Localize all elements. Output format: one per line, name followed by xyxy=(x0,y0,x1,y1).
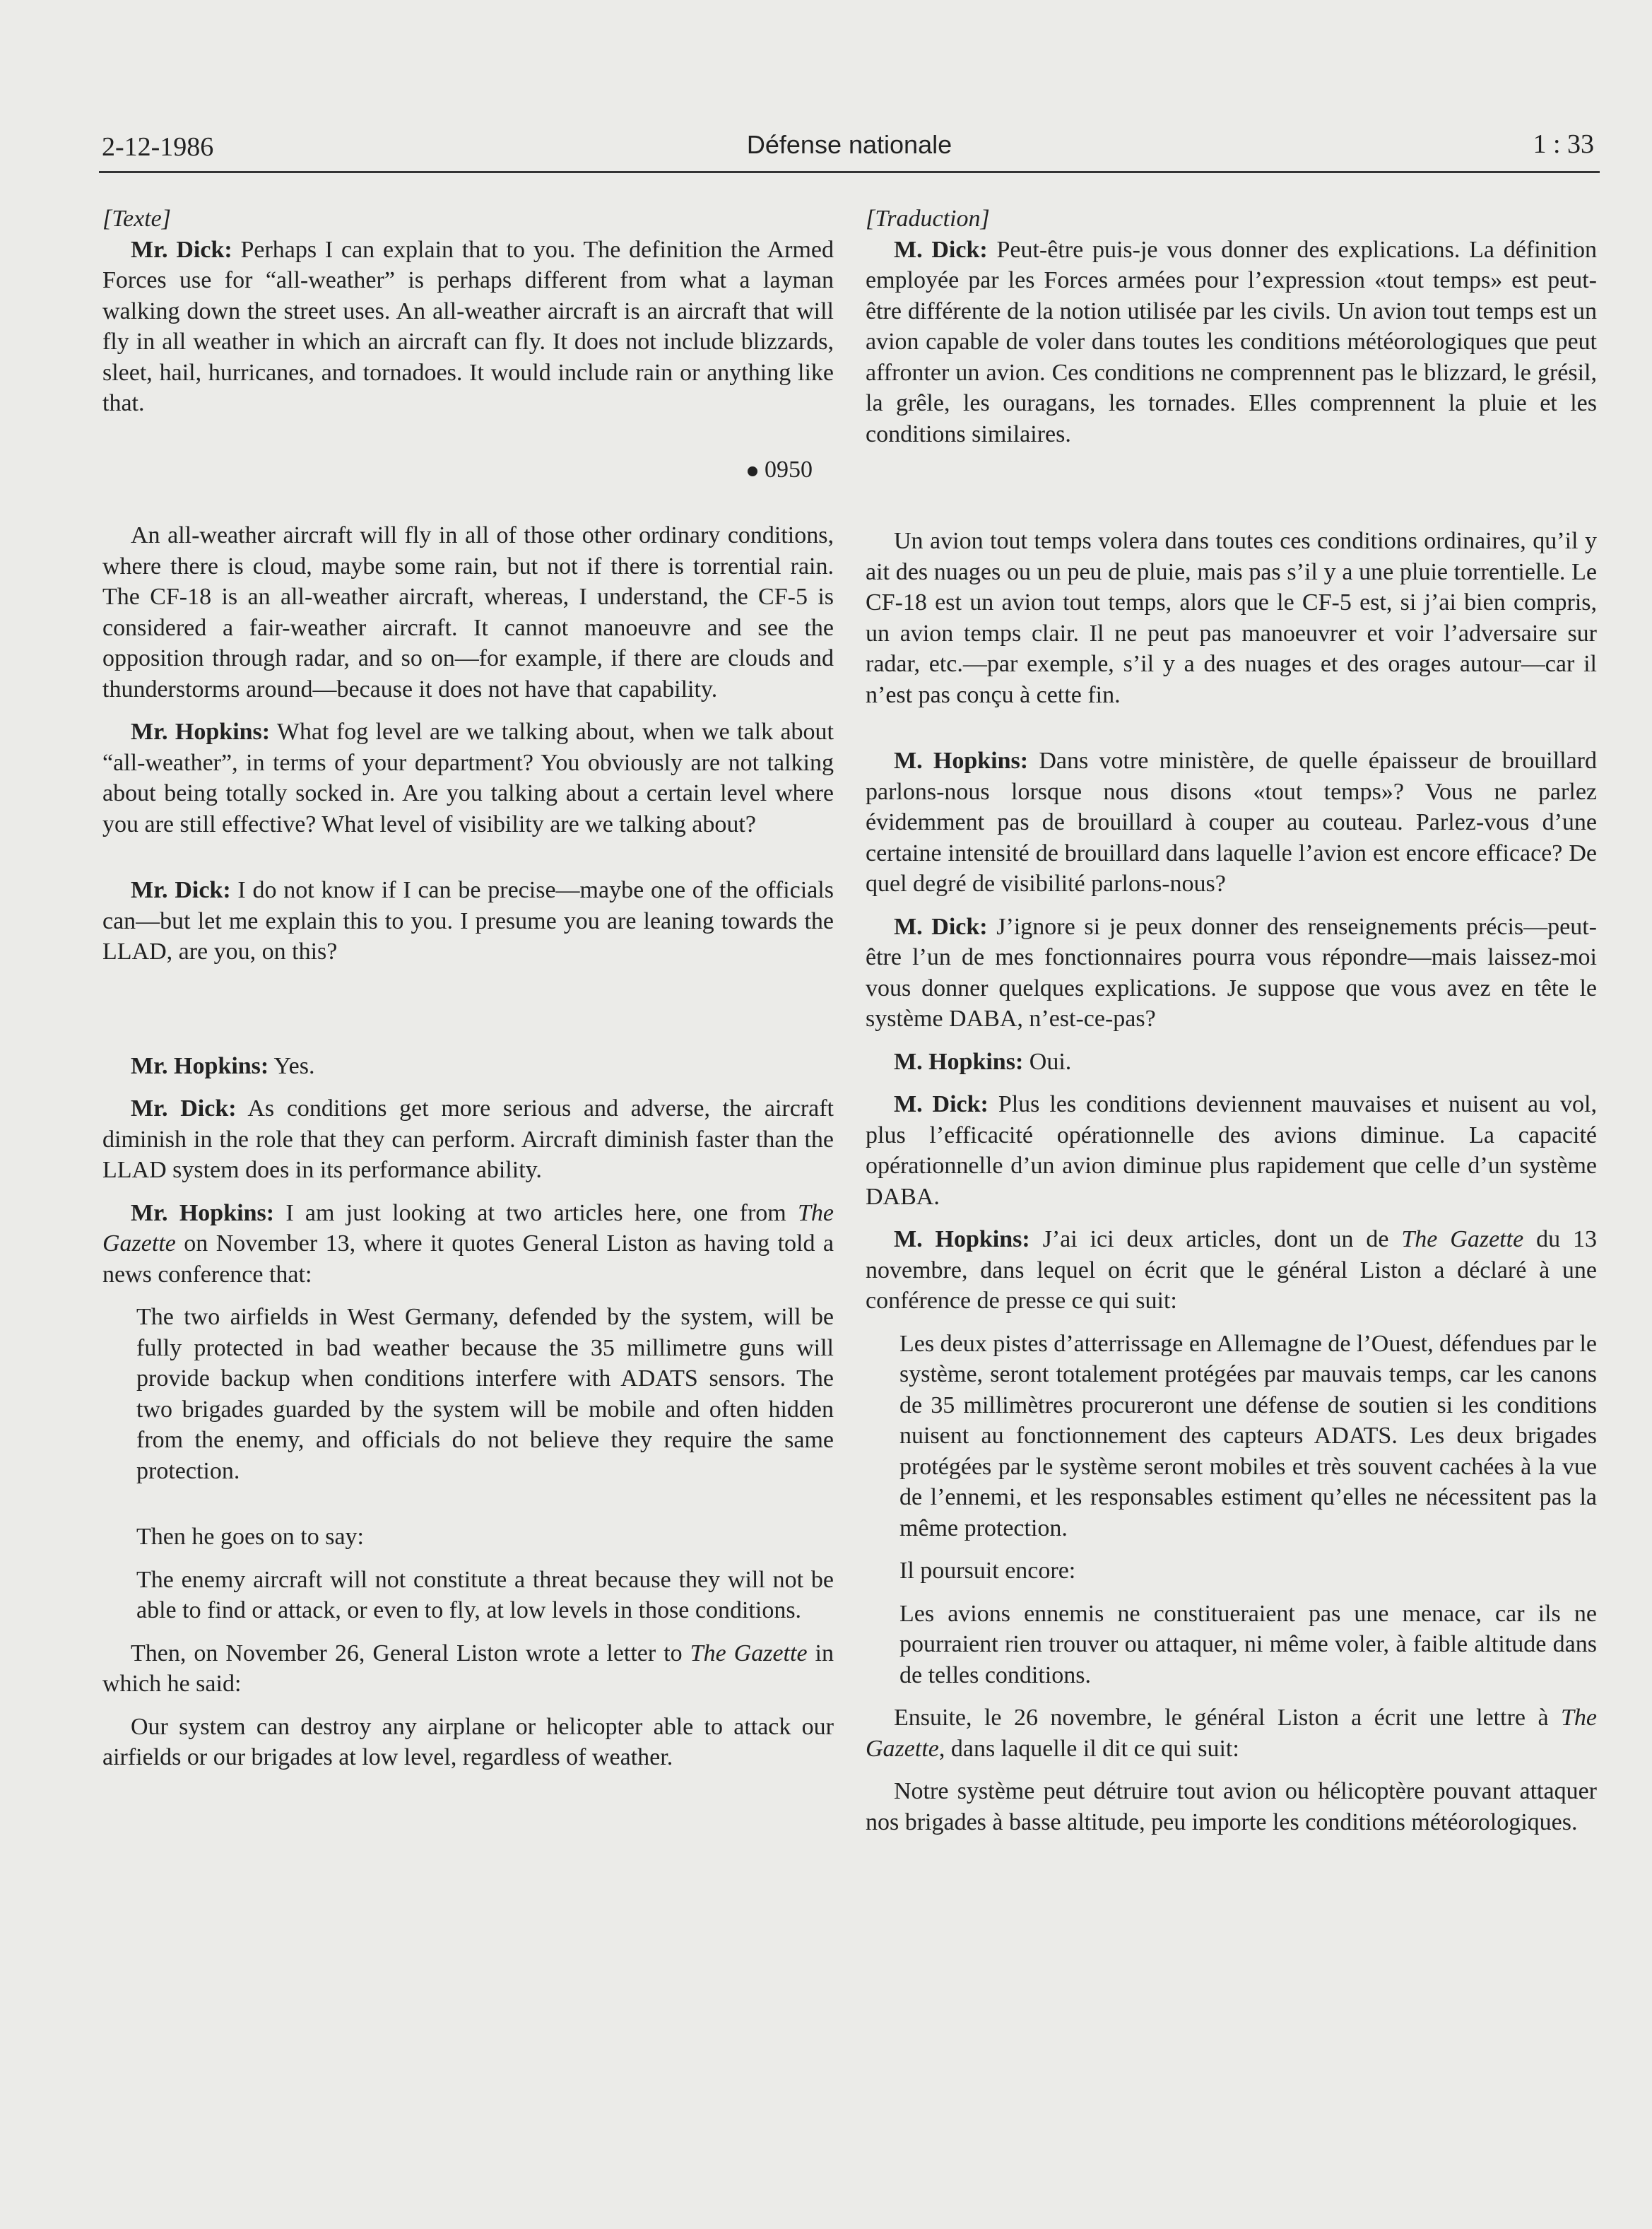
speaker-name: Mr. Hopkins: xyxy=(131,719,271,745)
speaker-name: M. Dick: xyxy=(894,236,988,263)
paragraph: M. Dick: Peut-être puis-je vous donner des explications. La définition employée par les Forces armées pour l’expression «tout temps» est peut-être différente de la notion utilisée par les civils. Un avion tout temps est un avion capable de voler dans toutes les conditions météorologiques que peut affronter un avion. Ces conditions ne comprennent pas le blizzard, le grésil, la grêle, les ouragans, les tornades. Elles comprennent la pluie et les conditions similaires. xyxy=(866,236,1597,447)
timestamp: 0950 xyxy=(102,454,834,486)
header-title: Défense nationale xyxy=(746,130,952,159)
paragraph: Mr. Dick: Perhaps I can explain that to you. The definition the Armed Forces use for “all-weather” is perhaps different from what a layman walking down the street uses. An all-weather aircraft is an aircraft that will fly in all weather in which an aircraft can fly. It does not include blizzards, sleet, hail, hurricanes, and tornadoes. It would include rain or anything like that. xyxy=(102,236,834,416)
paragraph: Mr. Hopkins: What fog level are we talking about, when we talk about “all-weather”, in terms of your department? You obviously are not talking about being totally socked in. Are you talking about a certain level where you are still effective? What level of visibility are we talking about? xyxy=(102,719,834,837)
speaker-name: M. Dick: xyxy=(894,913,988,940)
paragraph: M. Hopkins: Dans votre ministère, de quelle épaisseur de brouillard parlons-nous lorsque nous disons «tout temps»? Vous ne parlez évidemment pas de brouillard à couper au couteau. Parlez-vous d’une certaine intensité de brouillard dans laquelle l’avion est encore efficace? De quel degré de visibilité parlons-nous? xyxy=(866,748,1597,897)
speaker-name: Mr. Hopkins: xyxy=(131,1052,269,1079)
paragraph: Mr. Hopkins: Yes. xyxy=(131,1052,315,1079)
paragraph: Ensuite, le 26 novembre, le général Liston a écrit une lettre à The Gazette, dans laquelle il dit ce qui suit: xyxy=(866,1705,1597,1762)
speaker-name: M. Hopkins: xyxy=(894,1048,1024,1075)
block-quote: Les deux pistes d’atterrissage en Allemagne de l’Ouest, défendues par le système, seront totalement protégées par mauvais temps, car les canons de 35 millimètres procureront une défense de soutien si les conditions nuisent au fonctionnement des capteurs ADATS. Les deux brigades protégées par le système seront mobiles et très souvent cachées à la vue de l’ennemi, et les responsables estiment qu’elles ne nécessitent pas la même protection. xyxy=(899,1330,1597,1541)
paragraph: Mr. Hopkins: I am just looking at two articles here, one from The Gazette on November 13, where it quotes General Liston as having told a news conference that: xyxy=(102,1199,834,1288)
french-column xyxy=(866,204,1597,1837)
section-label: [Traduction] xyxy=(866,206,990,232)
block-quote: The two airfields in West Germany, defended by the system, will be fully protected in bad weather because the 35 millimetre guns will provide backup when conditions interfere with ADATS sensors. The two brigades guarded by the system will be mobile and often hidden from the enemy, and officials do not believe they require the same protection. xyxy=(136,1304,834,1484)
bullet-icon xyxy=(748,466,757,476)
speaker-name: Mr. Dick: xyxy=(131,877,231,903)
paragraph: Then, on November 26, General Liston wrote a letter to The Gazette in which he said: xyxy=(102,1640,834,1697)
paragraph: Mr. Dick: As conditions get more serious and adverse, the aircraft diminish in the role that they can perform. Aircraft diminish faster than the LLAD system does in its performance ability. xyxy=(102,1095,834,1183)
page-header xyxy=(99,131,1600,173)
paragraph: M. Hopkins: J’ai ici deux articles, dont un de The Gazette du 13 novembre, dans lequel on écrit que le général Liston a déclaré à une conférence de presse ce qui suit: xyxy=(866,1226,1598,1314)
paragraph: M. Hopkins: Oui. xyxy=(894,1048,1072,1075)
block-quote: Our system can destroy any airplane or helicopter able to attack our airfields or our brigades at low level, regardless of weather. xyxy=(102,1713,834,1770)
header-page-number: 1 : 33 xyxy=(1533,129,1594,159)
speaker-name: M. Dick: xyxy=(894,1091,989,1117)
paragraph: M. Dick: J’ignore si je peux donner des renseignements précis—peut-être l’un de mes fonctionnaires pourra vous répondre—mais laissez-moi vous donner quelques explications. Je suppose que vous avez en tête le système DABA, n’est-ce-pas? xyxy=(866,913,1597,1032)
paragraph: M. Dick: Plus les conditions deviennent mauvaises et nuisent au vol, plus l’efficacité opérationnelle des avions diminue. La capacité opérationnelle d’un avion diminue plus rapidement que celle d’un système DABA. xyxy=(866,1091,1597,1210)
english-column xyxy=(102,204,834,1773)
paragraph: An all-weather aircraft will fly in all of those other ordinary conditions, where there is cloud, maybe some rain, but not if there is torrential rain. The CF-18 is an all-weather aircraft, whereas, I understand, the CF-5 is considered a fair-weather aircraft. It cannot manoeuvre and see the opposition through radar, and so on—for example, if there are clouds and thunderstorms around—because it does not have that capability. xyxy=(102,522,834,702)
header-date: 2-12-1986 xyxy=(102,132,214,162)
block-quote: Il poursuit encore: xyxy=(899,1558,1076,1584)
block-quote: Les avions ennemis ne constitueraient pas une menace, car ils ne pourraient rien trouver ou attaquer, ni même voler, à faible altitude dans de telles conditions. xyxy=(899,1600,1597,1688)
speaker-name: Mr. Dick: xyxy=(131,1095,237,1122)
speaker-name: Mr. Hopkins: xyxy=(131,1199,275,1226)
paragraph: Mr. Dick: I do not know if I can be precise—maybe one of the officials can—but let me explain this to you. I presume you are leaning towards the LLAD, are you, on this? xyxy=(102,877,834,965)
speaker-name: M. Hopkins: xyxy=(894,1226,1030,1252)
speaker-name: Mr. Dick: xyxy=(131,236,232,263)
section-label: [Texte] xyxy=(102,206,171,232)
paragraph: Un avion tout temps volera dans toutes ces conditions ordinaires, qu’il y ait des nuages ou un peu de pluie, mais pas s’il y a une pluie torrentielle. Le CF-18 est un avion tout temps, alors que le CF-5 est, si j’ai bien compris, un avion temps clair. Il ne peut pas manoeuvrer et voir l’adversaire sur radar, etc.—par exemple, s’il y a des nuages et des orages autour—car il n’est pas conçu à cette fin. xyxy=(866,528,1597,708)
speaker-name: M. Hopkins: xyxy=(894,748,1029,774)
block-quote: The enemy aircraft will not constitute a threat because they will not be able to find or attack, or even to fly, at low levels in those conditions. xyxy=(136,1566,834,1623)
block-quote: Notre système peut détruire tout avion ou hélicoptère pouvant attaquer nos brigades à basse altitude, peu importe les conditions météorologiques. xyxy=(866,1778,1597,1835)
block-quote: Then he goes on to say: xyxy=(136,1524,364,1550)
